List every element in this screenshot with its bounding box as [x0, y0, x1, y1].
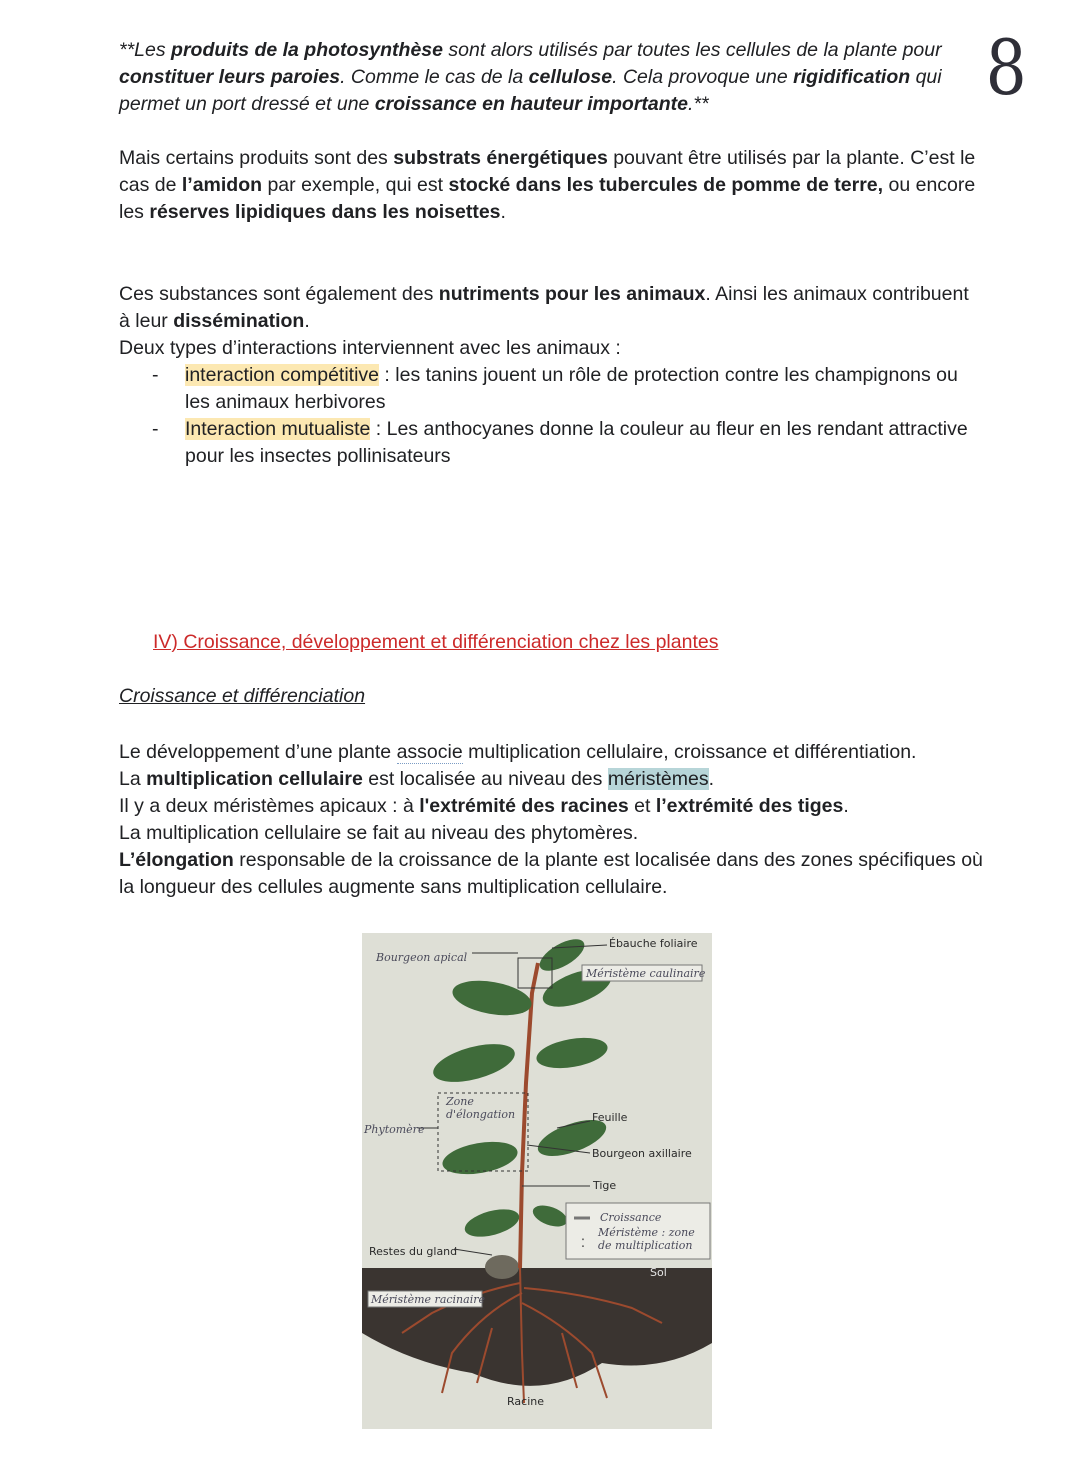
acorn-remains — [485, 1255, 519, 1279]
paragraph-photosynthesis-products: **Les produits de la photosynthèse sont alors utilisés par toutes les cellules de la plante pour constituer leurs paroies. Comme le cas de la cellulose. Cela provoque une rigidification qui permet un port dressé et une croissance en hauteur importante.** — [119, 39, 942, 115]
label-meristeme-racinaire: Méristème racinaire — [371, 1293, 485, 1306]
paragraph-energy-substrates: Mais certains produits sont des substrats énergétiques pouvant être utilisés par la plante. C’est le cas de l’amidon par exemple, qui est stocké dans les tubercules de pomme de terre, ou encore les réserves lipidiques dans les noisettes. — [119, 147, 976, 223]
legend-meristem-icon: : — [580, 1234, 586, 1251]
paragraph-animal-interactions: Ces substances sont également des nutriments pour les animaux. Ainsi les animaux contribuent à leur dissémination. Deux types d’interactions interviennent avec les animaux : - interaction compétitive : les tanins jouent un rôle de protection contre les champignons ou les animaux herbivores - Interaction mutualiste : Les anthocyanes donne la couleur au fleur en les rendant attractive pour les insectes pollinisateurs — [119, 281, 979, 470]
label-sol: Sol — [650, 1266, 667, 1279]
interaction-list — [119, 362, 979, 470]
paragraph-development: Le développement d’une plante associe multiplication cellulaire, croissance et différentiation. La multiplication cellulaire est localisée au niveau des méristèmes. Il y a deux méristèmes apicaux : à l'extrémité des racines et l’extrémité des tiges. La multiplication cellulaire se fait au niveau des phytomères. L’élongation responsable de la croissance de la plante est localisée dans des zones spécifiques où la longueur des cellules augmente sans multiplication cellulaire. — [119, 741, 983, 898]
legend-meristeme-2: de multiplication — [598, 1239, 693, 1252]
plant-diagram-figure — [362, 933, 712, 1429]
legend-croissance: Croissance — [600, 1211, 662, 1224]
label-meristeme-caulinaire: Méristème caulinaire — [586, 967, 706, 980]
plant-diagram — [362, 933, 712, 1429]
section-title: IV) Croissance, développement et différenciation chez les plantes — [153, 631, 719, 653]
list-item: - interaction compétitive : les tanins jouent un rôle de protection contre les champignons ou les animaux herbivores — [119, 362, 979, 416]
label-racine: Racine — [507, 1395, 544, 1408]
label-zone: Zone — [446, 1095, 474, 1108]
label-elongation: d'élongation — [446, 1108, 516, 1121]
label-bourgeon-apical: Bourgeon apical — [376, 951, 468, 964]
label-bourgeon-axillaire: Bourgeon axillaire — [592, 1147, 692, 1160]
subsection-title: Croissance et différenciation — [119, 685, 366, 707]
label-ebauche-foliaire: Ébauche foliaire — [609, 937, 698, 950]
handwritten-page-number: 8 — [985, 23, 1027, 112]
legend-meristeme-1: Méristème : zone — [598, 1226, 695, 1239]
label-restes-gland: Restes du gland — [369, 1245, 458, 1258]
list-item: - Interaction mutualiste : Les anthocyanes donne la couleur au fleur en les rendant attractive pour les insectes pollinisateurs — [119, 416, 979, 470]
label-tige: Tige — [593, 1179, 617, 1192]
label-phytomere: Phytomère — [364, 1123, 425, 1136]
label-feuille: Feuille — [592, 1111, 628, 1124]
